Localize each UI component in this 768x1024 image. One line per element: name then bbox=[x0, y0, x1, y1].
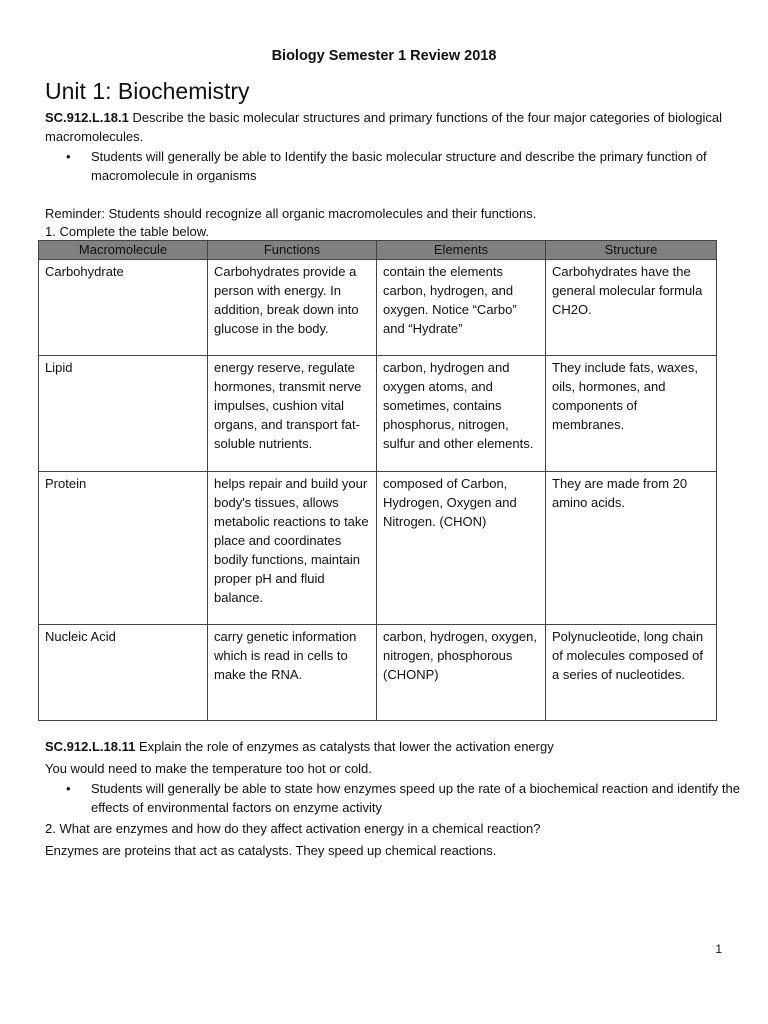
table-cell: contain the elements carbon, hydrogen, and oxygen. Notice “Carbo” and “Hydrate” bbox=[377, 260, 546, 356]
header-macromolecule: Macromolecule bbox=[39, 241, 208, 260]
bullet-dot: • bbox=[66, 781, 71, 796]
table-cell: energy reserve, regulate hormones, transmit nerve impulses, cushion vital organs, and transport fat-soluble nutrients. bbox=[208, 356, 377, 472]
bullet-1 bbox=[66, 147, 741, 185]
header-elements: Elements bbox=[377, 241, 546, 260]
standard-1-text: Describe the basic molecular structures and primary functions of the four major categories of biological macromolecules. bbox=[45, 110, 723, 144]
question-2: 2. What are enzymes and how do they affect activation energy in a chemical reaction? bbox=[45, 821, 541, 836]
table-cell: carry genetic information which is read in cells to make the RNA. bbox=[208, 625, 377, 721]
unit-heading: Unit 1: Biochemistry bbox=[45, 78, 250, 104]
header-structure: Structure bbox=[546, 241, 717, 260]
table-cell: helps repair and build your body's tissues, allows metabolic reactions to take place and coordinates bodily functions, maintain proper pH and fluid balance. bbox=[208, 472, 377, 625]
standard-2-code: SC.912.L.18.11 bbox=[45, 739, 136, 754]
table-cell: composed of Carbon, Hydrogen, Oxygen and Nitrogen. (CHON) bbox=[377, 472, 546, 625]
table-row bbox=[39, 625, 717, 721]
table-cell: Lipid bbox=[39, 356, 208, 472]
header-functions: Functions bbox=[208, 241, 377, 260]
bullet-2-text: Students will generally be able to state how enzymes speed up the rate of a biochemical reaction and identify the effects of environmental factors on enzyme activity bbox=[91, 781, 740, 815]
table-cell: Protein bbox=[39, 472, 208, 625]
table-cell: carbon, hydrogen, oxygen, nitrogen, phosphorous (CHONP) bbox=[377, 625, 546, 721]
table-cell: Carbohydrates have the general molecular formula CH2O. bbox=[546, 260, 717, 356]
reminder-text: Reminder: Students should recognize all organic macromolecules and their functions. bbox=[45, 206, 537, 221]
table-cell: carbon, hydrogen and oxygen atoms, and sometimes, contains phosphorus, nitrogen, sulfur and other elements. bbox=[377, 356, 546, 472]
table-row bbox=[39, 260, 717, 356]
question-1: 1. Complete the table below. bbox=[45, 224, 210, 239]
answer-2: Enzymes are proteins that act as catalysts. They speed up chemical reactions. bbox=[45, 843, 497, 858]
table-cell: Carbohydrates provide a person with energy. In addition, break down into glucose in the body. bbox=[208, 260, 377, 356]
table-cell: Carbohydrate bbox=[39, 260, 208, 356]
table-cell: They are made from 20 amino acids. bbox=[546, 472, 717, 625]
bullet-1-text: Students will generally be able to Identify the basic molecular structure and describe the primary function of macromolecule in organisms bbox=[91, 149, 707, 183]
table-cell: They include fats, waxes, oils, hormones, and components of membranes. bbox=[546, 356, 717, 472]
table-cell: Nucleic Acid bbox=[39, 625, 208, 721]
table-row bbox=[39, 472, 717, 625]
table-header-row bbox=[39, 241, 717, 260]
standard-2-text: Explain the role of enzymes as catalysts that lower the activation energy bbox=[135, 739, 554, 754]
standard-2 bbox=[45, 737, 725, 756]
bullet-2 bbox=[66, 779, 741, 817]
table-cell: Polynucleotide, long chain of molecules composed of a series of nucleotides. bbox=[546, 625, 717, 721]
temperature-answer: You would need to make the temperature too hot or cold. bbox=[45, 761, 372, 776]
document-title: Biology Semester 1 Review 2018 bbox=[271, 48, 497, 64]
bullet-dot: • bbox=[66, 149, 71, 164]
standard-1-code: SC.912.L.18.1 bbox=[45, 110, 129, 125]
table-row bbox=[39, 356, 717, 472]
page-number: 1 bbox=[715, 942, 722, 956]
macromolecule-table bbox=[38, 240, 717, 721]
standard-1 bbox=[45, 108, 725, 146]
